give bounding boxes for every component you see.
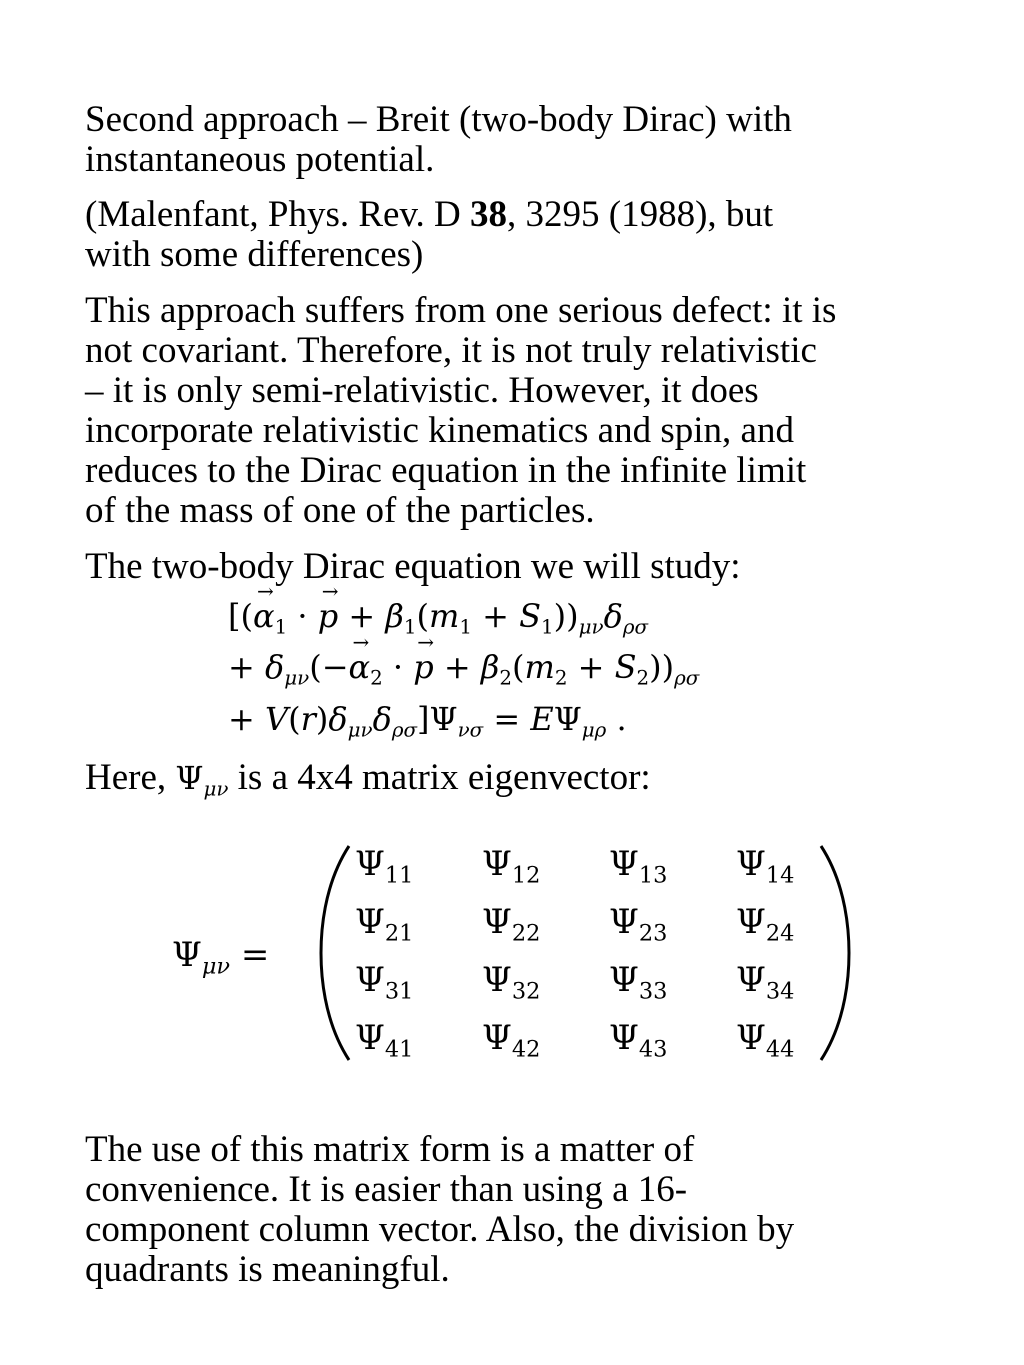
matrix-cell: $\Psi_{33}$: [609, 960, 668, 1005]
text-line: with some differences): [85, 234, 424, 275]
matrix-cell: $\Psi_{14}$: [736, 844, 795, 889]
matrix-cell: $\Psi_{24}$: [736, 902, 795, 947]
right-parenthesis: [815, 842, 855, 1064]
paragraph-defect: [85, 291, 945, 531]
text-line: [85, 757, 945, 801]
matrix-cell: $\Psi_{41}$: [355, 1018, 414, 1063]
text-line: component column vector. Also, the division by: [85, 1209, 795, 1250]
text-line: convenience. It is easier than using a 16-: [85, 1169, 688, 1210]
here-text: Here,: [85, 757, 176, 798]
matrix-cell: $\Psi_{21}$: [355, 902, 414, 947]
matrix-cell: $\Psi_{34}$: [736, 960, 795, 1005]
equation-line-2: + $\delta_{\mu\nu}(-\to \alpha_2$ · → $p + \beta_2(m_2 + S_2))_{\rho\sigma}$: [228, 648, 699, 686]
text-line: Second approach – Breit (two-body Dirac) with: [85, 99, 792, 140]
psi-matrix: [315, 842, 855, 1064]
psi-symbol: $\Psi_{\mu\nu}$: [175, 759, 229, 801]
reference-text: (Malenfant, Phys. Rev. D: [85, 194, 471, 235]
equation-line-3: + $V(r)\delta_{\mu\nu}\delta_{\rho\sigma}]\Psi_{\nu\sigma} = E\Psi_{\mu\rho}$ .: [228, 700, 627, 742]
left-parenthesis: [315, 842, 355, 1064]
text-line: The two-body Dirac equation we will study:: [85, 546, 741, 587]
paragraph-equation-intro: [85, 547, 945, 587]
text-line: of the mass of one of the particles.: [85, 490, 595, 531]
matrix-cell: $\Psi_{44}$: [736, 1018, 795, 1063]
text-line: The use of this matrix form is a matter of: [85, 1129, 695, 1170]
text-line: – it is only semi-relativistic. However, it does: [85, 370, 759, 411]
text-line: instantaneous potential.: [85, 139, 435, 180]
text-line: incorporate relativistic kinematics and spin, and: [85, 410, 794, 451]
matrix-cell: $\Psi_{11}$: [355, 844, 414, 889]
matrix-cell: $\Psi_{32}$: [482, 960, 541, 1005]
paragraph-conclusion: [85, 1130, 945, 1290]
matrix-cell: $\Psi_{42}$: [482, 1018, 541, 1063]
paragraph-reference: [85, 195, 945, 275]
matrix-lhs: $\Psi_{\mu\nu}$ =: [172, 935, 270, 980]
text-line: quadrants is meaningful.: [85, 1249, 450, 1290]
text-line: [85, 195, 945, 235]
matrix-cell: $\Psi_{12}$: [482, 844, 541, 889]
matrix-cell: $\Psi_{22}$: [482, 902, 541, 947]
volume-number: 38: [470, 194, 508, 235]
eigenvector-text: is a 4x4 matrix eigenvector:: [228, 757, 651, 798]
matrix-grid: [355, 844, 863, 1076]
paragraph-intro: [85, 100, 945, 180]
matrix-cell: $\Psi_{23}$: [609, 902, 668, 947]
equation-line-1: [(→ $\alpha_1$ · → $p + \beta_1(m_1 + S_1))_{\mu\nu}\delta_{\rho\sigma}$: [228, 597, 648, 635]
matrix-cell: $\Psi_{13}$: [609, 844, 668, 889]
text-line: not covariant. Therefore, it is not truly relativistic: [85, 330, 817, 371]
matrix-cell: $\Psi_{31}$: [355, 960, 414, 1005]
reference-text: , 3295 (1988), but: [507, 194, 774, 235]
matrix-cell: $\Psi_{43}$: [609, 1018, 668, 1063]
text-line: reduces to the Dirac equation in the infinite limit: [85, 450, 807, 491]
paragraph-eigenvector: [85, 757, 945, 801]
text-line: This approach suffers from one serious defect: it is: [85, 290, 837, 331]
